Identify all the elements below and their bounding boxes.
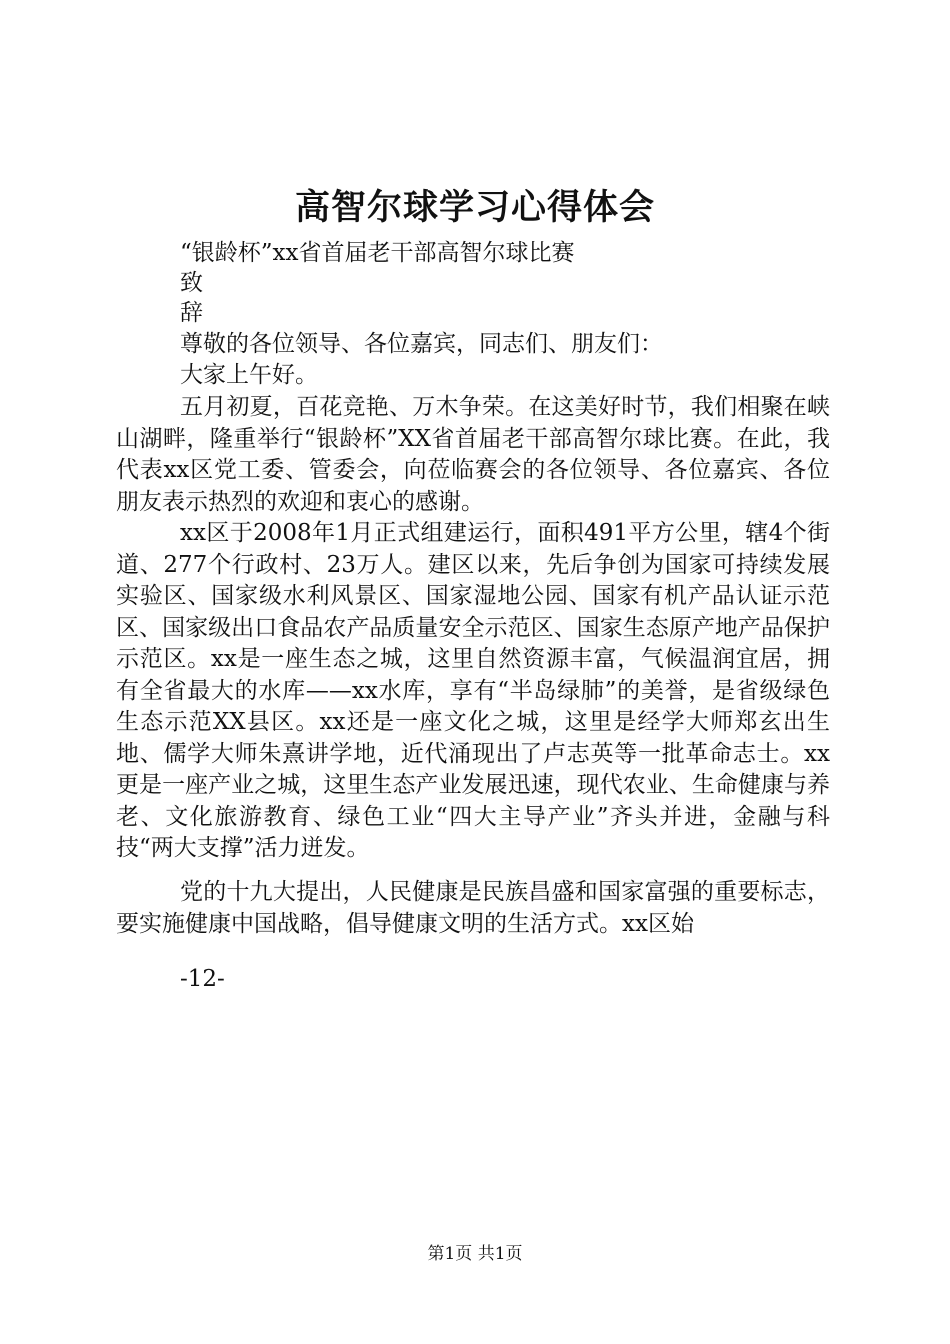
salutation-line: 尊敬的各位领导、各位嘉宾，同志们、朋友们： bbox=[180, 331, 663, 357]
document-title: 高智尔球学习心得体会 bbox=[294, 187, 655, 228]
heading-char-ci: 辞 bbox=[180, 300, 203, 326]
heading-char-zhi: 致 bbox=[180, 270, 203, 296]
greeting-line: 大家上午好。 bbox=[180, 362, 318, 388]
document-subtitle: “银龄杯”xx省首届老干部高智尔球比赛 bbox=[180, 240, 575, 266]
page-marker: -12- bbox=[180, 966, 225, 992]
page-footer: 第1页 共1页 bbox=[427, 1244, 523, 1264]
paragraph-health: 党的十九大提出，人民健康是民族昌盛和国家富强的重要标志，要实施健康中国战略，倡导健康文明的生活方式。xx区始 bbox=[116, 879, 830, 937]
paragraph-opening: 五月初夏，百花竞艳、万木争荣。在这美好时节，我们相聚在峡山湖畔，隆重举行“银龄杯”XX省首届老干部高智尔球比赛。在此，我代表xx区党工委、管委会，向莅临赛会的各位领导、各位嘉宾、各位朋友表示热烈的欢迎和衷心的感谢。 bbox=[116, 394, 830, 515]
paragraph-district-intro: xx区于2008年1月正式组建运行，面积491平方公里，辖4个街道、277个行政村、23万人。建区以来，先后争创为国家可持续发展实验区、国家级水利风景区、国家湿地公园、国家有机产品认证示范区、国家级出口食品农产品质量安全示范区、国家生态原产地产品保护示范区。xx是一座生态之城，这里自然资源丰富，气候温润宜居，拥有全省最大的水库——xx水库，享有“半岛绿肺”的美誉，是省级绿色生态示范XX县区。xx还是一座文化之城，这里是经学大师郑玄出生地、儒学大师朱熹讲学地，近代涌现出了卢志英等一批革命志士。xx更是一座产业之城，这里生态产业发展迅速，现代农业、生命健康与养老、文化旅游教育、绿色工业“四大主导产业”齐头并进，金融与科技“两大支撑”活力迸发。 bbox=[116, 520, 830, 861]
